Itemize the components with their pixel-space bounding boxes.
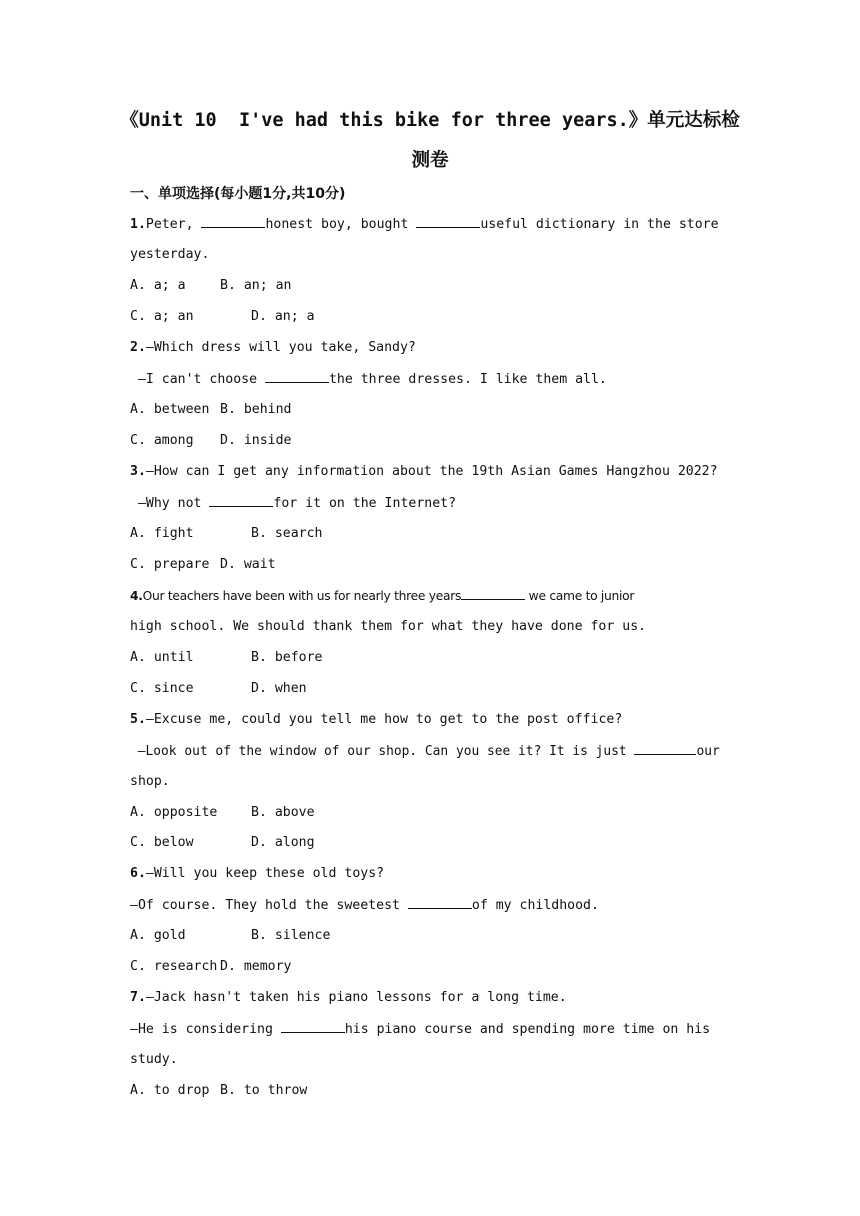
question-7-cont: —He is considering his piano course and spending more time on his <box>130 1022 711 1037</box>
options-row <box>130 958 291 976</box>
options-row <box>130 1082 307 1100</box>
option-c: C. below <box>130 835 194 850</box>
options-row <box>130 308 315 326</box>
answer-blank <box>634 742 696 755</box>
answer-blank <box>265 370 329 383</box>
question-7: 7.—Jack hasn't taken his piano lessons for a long time. <box>130 990 567 1005</box>
option-d: D. along <box>251 835 315 850</box>
section-heading: 一、单项选择(每小题1分,共10分) <box>130 186 346 202</box>
option-b: B. behind <box>220 402 292 417</box>
options-row <box>130 556 276 574</box>
option-c: C. prepare <box>130 557 210 572</box>
option-b: B. to throw <box>220 1083 308 1098</box>
page-title-continued: 测卷 <box>411 150 449 171</box>
question-number: 5. <box>130 712 146 727</box>
option-d: D. when <box>251 681 307 696</box>
question-6-cont: —Of course. They hold the sweetest of my childhood. <box>130 898 599 913</box>
question-1: 1.Peter, honest boy, bought useful dictionary in the store <box>130 217 719 232</box>
question-3: 3.—How can I get any information about the 19th Asian Games Hangzhou 2022? <box>130 464 718 479</box>
options-row <box>130 804 315 822</box>
option-b: B. search <box>251 526 323 541</box>
option-c: C. since <box>130 681 194 696</box>
options-row <box>130 649 322 667</box>
question-5: 5.—Excuse me, could you tell me how to get to the post office? <box>130 712 623 727</box>
option-d: D. an; a <box>251 309 315 324</box>
option-a: A. to drop <box>130 1083 210 1098</box>
answer-blank <box>201 215 265 228</box>
options-row <box>130 525 322 543</box>
question-2: 2.—Which dress will you take, Sandy? <box>130 340 416 355</box>
option-a: A. until <box>130 650 194 665</box>
option-b: B. above <box>251 805 315 820</box>
question-2-cont: —I can't choose the three dresses. I like them all. <box>130 372 607 387</box>
question-3-cont: —Why not for it on the Internet? <box>130 496 457 511</box>
option-a: A. opposite <box>130 805 218 820</box>
option-c: C. research <box>130 959 218 974</box>
answer-blank <box>281 1020 345 1033</box>
question-number: 4. <box>130 589 143 603</box>
option-d: D. memory <box>220 959 292 974</box>
question-number: 2. <box>130 340 146 355</box>
option-b: B. an; an <box>220 278 292 293</box>
answer-blank <box>461 587 525 600</box>
options-row <box>130 927 330 945</box>
question-5-cont2: shop. <box>130 774 170 789</box>
option-c: C. among <box>130 433 194 448</box>
answer-blank <box>209 494 273 507</box>
question-4: 4.Our teachers have been with us for nearly three years we came to junior <box>130 589 635 603</box>
option-d: D. wait <box>220 557 276 572</box>
options-row <box>130 834 315 852</box>
question-number: 6. <box>130 866 146 881</box>
question-number: 1. <box>130 217 146 232</box>
option-a: A. between <box>130 402 210 417</box>
question-6: 6.—Will you keep these old toys? <box>130 866 385 881</box>
option-d: D. inside <box>220 433 292 448</box>
options-row <box>130 680 307 698</box>
option-b: B. before <box>251 650 323 665</box>
page-title: 《Unit 10 I've had this bike for three years.》单元达标检 <box>120 110 740 131</box>
question-4-cont: high school. We should thank them for what they have done for us. <box>130 619 647 634</box>
answer-blank <box>408 896 472 909</box>
options-row <box>130 277 291 295</box>
question-7-cont2: study. <box>130 1052 178 1067</box>
question-number: 7. <box>130 990 146 1005</box>
options-row <box>130 401 291 419</box>
answer-blank <box>416 215 480 228</box>
options-row <box>130 432 291 450</box>
question-number: 3. <box>130 464 146 479</box>
option-b: B. silence <box>251 928 331 943</box>
option-a: A. gold <box>130 928 186 943</box>
option-a: A. fight <box>130 526 194 541</box>
option-c: C. a; an <box>130 309 194 324</box>
question-5-cont: —Look out of the window of our shop. Can you see it? It is just our <box>130 744 720 759</box>
option-a: A. a; a <box>130 278 186 293</box>
question-1-cont: yesterday. <box>130 247 210 262</box>
